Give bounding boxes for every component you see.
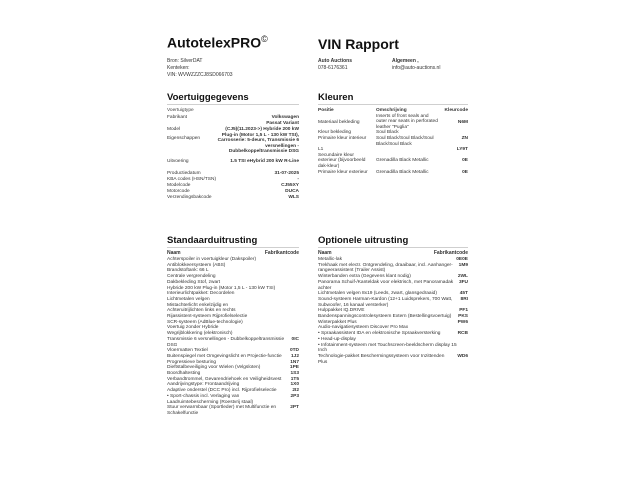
brand-name: AutotelexPRO [167,34,262,51]
vehicle-row [167,195,299,201]
color-position: Materiaal bekleding [318,119,360,125]
vehicle-value: WLS [288,195,299,200]
item-name: Audio-navigatiesysteem Discover Pro Max [318,325,409,331]
item-name: Mistachterlicht enkelzijdig en [167,302,229,308]
standard-header [167,250,299,256]
item-name: • Sport-chassis incl. Verlaging van Laadruimtebescherming (Roestvrij staal) [167,393,254,405]
item-name: Lichtmetalen velgen [167,296,210,302]
color-position: Secundaire kleur [318,152,354,158]
color-code: 0E [462,169,468,175]
divider [167,247,299,248]
vehicle-label: Motorcode [167,189,190,194]
item-name: Winterbanden extra (Gegevens klant nodig) [318,274,411,280]
brand-logo [167,34,268,51]
optional-header [318,250,468,256]
colors-header-code: Kleurcode [444,108,468,113]
color-position: L1 [318,147,324,153]
item-name: • Infotainment-systeem met Touchscreen-beeldscherm display 15 Inch [318,342,457,354]
item-name: Metallic-lak [318,257,342,262]
item-code: 0IC [291,336,299,342]
item-name: Transmissie 6 versnellingen - Dubbelkoppeltransmissie DSG [167,336,285,348]
item-name: Winterpakket Plus [318,319,357,325]
item-name: Sound-systeem Harman-Kardon (12+1 Luidsprekers, 700 Watt, Subwoofer, 16 kanaal versterker) [318,296,453,308]
item-name: Technologie-pakket Beschermingssysteem voor Inzittenden Plus [318,353,445,365]
color-description: Inserts of front seals and outer rear seats in perforated leather "Puglia" [376,113,438,130]
color-description: Soul Black/Soul Black/Soul Black/Soul Black [376,135,434,147]
vehicle-type-header: Voertuigtype [167,108,194,113]
item-code: 45T [459,291,468,297]
item-name: SCR-systeem (AdBlue-technologie) [167,319,243,325]
list-item [167,337,299,348]
item-name: Brandstoftank: 66 L [167,268,209,274]
item-code: 2I2 [292,388,299,394]
item-name: Progressieve besturing [167,359,217,365]
item-name: Boordhaltesting [167,371,201,377]
divider [318,104,468,105]
item-code: 3FU [458,279,468,285]
item-code: 8RI [460,296,468,302]
company-contact [318,58,352,72]
general-email[interactable]: info@auto-auctions.nl [392,65,441,71]
item-name: Achteruitrijlichten links en rechts [167,308,236,314]
colors-header-position: Positie [318,108,334,113]
item-name: • Head-up-display [318,336,356,342]
vehicle-value: 1.5 TSI eHybrid 200 kW R-Line [230,159,299,164]
vehicle-section-title: Voertuiggegevens [167,92,249,103]
vehicle-label: Productiedatum [167,171,201,176]
item-code: PW6 [457,319,468,325]
company-phone: 078-6176361 [318,65,348,71]
standard-header-code: Fabrikantcode [264,250,299,256]
item-code: 0E0E [456,257,468,262]
item-name: Lichtmetalen velgen 8x19 (Leeds, zwart, glansgedraaid) [318,291,437,297]
vehicle-row [167,136,299,159]
item-name: Dakbekleding Stof, zwart [167,279,221,285]
divider [167,104,299,105]
item-code: 2P3 [290,393,299,399]
optional-equipment-list [318,250,468,365]
vehicle-value: 31-07-2025 [274,171,299,176]
brand-mark: © [261,34,268,44]
list-item [318,263,468,274]
color-code: 0E [462,158,468,164]
item-code: WD6 [457,353,468,359]
vehicle-label: Modelcode [167,183,191,188]
general-contact [392,58,440,72]
vehicle-value: Passat Variant [266,121,299,126]
item-code: PF1 [459,308,468,314]
vehicle-value: DUCA [285,189,299,194]
item-name: Trekhaak met electr. Ontgrendeling, draaibaar, incl. Aanhanger-rangeerassistent (Trailer Assist) [318,262,453,274]
vehicle-label: Model [167,127,181,132]
item-code: 2WL [457,274,468,280]
item-code: 1T5 [290,376,299,382]
item-code: 1PE [289,365,299,371]
general-label: Algemeen , [392,58,419,64]
item-code: 1X0 [290,382,299,388]
item-name: Voertuig zonder Hybride [167,325,219,331]
standard-equipment-list [167,250,299,417]
item-name: Panorama Schuif-/Kanteldak voor elektrisch, met Panoramadak achter [318,279,454,291]
item-name: Antiblokkeersysteem (ABS) [167,262,226,268]
source-info [167,58,233,79]
standard-header-name: Naam [167,250,181,256]
list-item [167,405,299,416]
vehicle-value: Volkswagen [271,115,299,120]
color-position: Kleur bekleding [318,130,352,136]
license-line: Kenteken: [167,65,190,71]
item-name: Hulppakket IQ.DRIVE [318,308,365,314]
vehicle-label: Uitvoering [167,159,189,164]
color-code: N6M [457,119,468,125]
optional-header-name: Naam [318,250,332,256]
optional-header-code: Fabrikantcode [433,250,468,256]
item-name: Centrale vergrendeling [167,274,216,280]
item-name: Buitenspiegel met Omgevingslicht en Projectie-functie [167,353,282,359]
color-description: Soul Black [376,130,399,136]
vehicle-label: Fabrikant [167,115,187,120]
company-name: Auto Auctions [318,58,352,64]
color-position: Primaire kleur interieur [318,135,367,141]
item-name: Hybride 200 kW Plug-in (Motor 1,5 L - 130 kW TSI) [167,285,276,291]
item-name: Aandrijvingstype: Frontaandrijving [167,382,240,388]
colors-section-title: Kleuren [318,92,354,103]
item-name: Vloermatten Textiel [167,348,208,354]
colors-header-description: Omschrijving [376,108,407,113]
item-code [464,343,468,354]
color-description: Grenadilla Black Metallic [376,169,429,175]
item-code: 1J2 [290,353,299,359]
item-name: Dieftstalbeveiliging voor Wielen (Velgsloten) [167,365,261,371]
vehicle-label: KBA codes (HSN/TSN) [167,177,217,182]
divider [318,247,468,248]
item-code: 0TD [289,348,299,354]
item-name: • Spraakassistent IDA en elektronische Spraakversterking [318,331,441,337]
vin-line: VIN: WVWZZZCJ8SD066703 [167,72,233,78]
vehicle-value: (CJ5)(11.2023->) Hybride 200 kW Plug-in (Motor 1,5 L - 130 kW TSI), Carrosserie: 5-deurs, Transmissie 6 versnellingen - Dubbelkoppeltransmissie DSG [217,127,299,155]
item-name: Achterspoiler in voertuigkleur (Dakspoiler) [167,257,257,262]
vehicle-value: CJ55XY [281,183,299,188]
list-item [167,394,299,405]
standard-section-title: Standaarduitrusting [167,235,258,246]
item-name: Adaptive onderstel (DCC Pro) incl. Rijprofielselectie [167,388,277,394]
item-code: RCB [457,331,468,337]
list-item [318,343,468,354]
vehicle-value: - [297,177,299,182]
vehicle-label: Eigenschappen [167,136,201,141]
color-code: ZN [461,135,468,141]
item-name: Verbandtrommel, Gevarendriehoek en Veiligheidsvest [167,376,282,382]
item-code: PKS [458,314,468,320]
color-code: LY9T [456,147,468,153]
optional-section-title: Optionele uitrusting [318,235,409,246]
list-item [318,280,468,291]
item-code: 1N7 [290,359,299,365]
report-title: VIN Rapport [318,36,399,52]
source-line: Bron: SilverDAT [167,58,203,64]
list-item [318,354,468,365]
colors-table [318,108,468,175]
color-description: Grenadilla Black Metallic [376,158,429,164]
item-name: Stuur verwarmbaar (Sportleder) met Multifunctie en Schakelfunctie [167,405,277,416]
list-item [318,297,468,308]
item-name: Interieurlichtpakket: Decordelen [167,291,235,297]
item-name: Rijassistent-systeem Rijprofielselectie [167,314,248,320]
item-code: 1S3 [290,371,299,377]
vehicle-label: Verzendingsbakcode [167,195,212,200]
color-position: exterieur (bijvoorbeeld dak-kleur) [318,158,366,169]
color-position: Primaire kleur exterieur [318,169,368,175]
item-name: Wegrijblokkering (elektronisch) [167,331,233,337]
vehicle-row [167,159,299,171]
item-code: 1M9 [458,262,468,268]
item-name: Bandenspanningscontrolesysteem Extern (Bestellingsvoertuig) [318,314,452,320]
item-code: 2PT [290,405,299,411]
vehicle-table [167,115,299,201]
